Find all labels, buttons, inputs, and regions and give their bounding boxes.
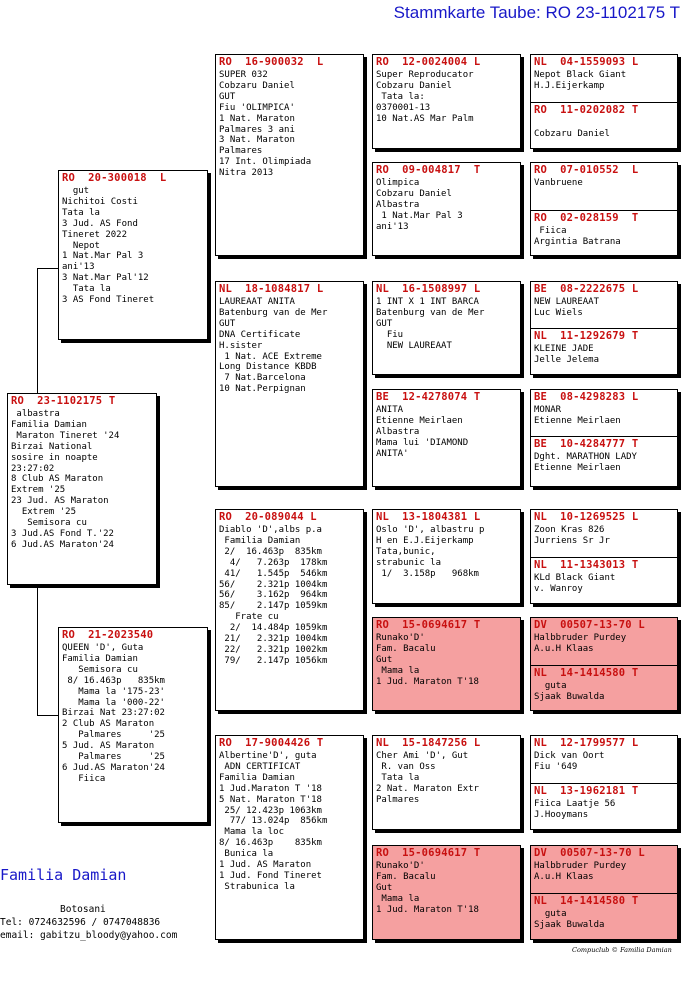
pigeon-details: MONAR Etienne Meirlaen	[534, 405, 621, 426]
loft-email: email: gabitzu_bloody@yahoo.com	[0, 930, 178, 941]
pigeon-details: Albertine'D', guta ADN CERTIFICAT Familia Damian 1 Jud.Maraton T '18 5 Nat. Maraton T'18 25/ 12.423p 1063km 77/ 13.024p 856km Mama la loc 8/ 16.463p 835km Bunica la 1 Jud. AS Maraton 1 Jud. Fond Tineret Strabunica la	[219, 751, 328, 892]
fm-father-card	[372, 281, 521, 375]
mf-mother-card	[372, 617, 521, 711]
ring-number: BE 12-4278074 T	[376, 391, 481, 403]
ring-number: NL 13-1804381 L	[376, 511, 481, 523]
pigeon-details: Halbbruder Purdey A.u.H Klaas	[534, 633, 627, 654]
pigeon-details: KLd Black Giant v. Wanroy	[534, 573, 616, 594]
ring-number: BE 10-4284777 T	[534, 438, 639, 450]
ring-number: BE 08-2222675 L	[534, 283, 639, 295]
gen4-pair-card	[530, 389, 678, 487]
ring-number: RO 17-9004426 T	[219, 737, 324, 749]
connector-line	[37, 585, 38, 715]
gen4-pair-card	[530, 162, 678, 256]
ring-number: RO 23-1102175 T	[11, 395, 116, 407]
pigeon-details: LAUREAAT ANITA Batenburg van de Mer GUT DNA Certificate H.sister 1 Nat. ACE Extreme Long Distance KBDB 7 Nat.Barcelona 10 Nat.Perpignan	[219, 297, 328, 395]
ring-number: RO 16-900032 L	[219, 56, 324, 68]
ring-number: DV 00507-13-70 L	[534, 847, 645, 859]
pigeon-details: QUEEN 'D', Guta Familia Damian Semisora cu 8/ 16.463p 835km Mama la '175-23' Mama la '000-22' Birzai Nat 23:27:02 2 Club AS Maraton Palmares '25 5 Jud. AS Maraton Palmares '25 6 Jud.AS Maraton'24 Fiica	[62, 643, 165, 784]
pigeon-details: Cher Ami 'D', Gut R. van Oss Tata la 2 Nat. Maraton Extr Palmares	[376, 751, 479, 805]
ring-number: NL 14-1414580 T	[534, 895, 639, 907]
gen4-pair-card	[530, 54, 678, 149]
ring-number: RO 21-2023540	[62, 629, 154, 641]
ring-number: NL 13-1962181 T	[534, 785, 639, 797]
pigeon-details: Nepot Black Giant H.J.Eijerkamp	[534, 70, 627, 91]
pigeon-details: 1 INT X 1 INT BARCA Batenburg van de Mer GUT Fiu NEW LAUREAAT	[376, 297, 485, 351]
ring-number: RO 20-089044 L	[219, 511, 317, 523]
software-credit: Compuclub © Familia Damian	[572, 946, 672, 954]
pigeon-details: guta Sjaak Buwalda	[534, 681, 605, 702]
ring-number: NL 11-1343013 T	[534, 559, 639, 571]
connector-line	[37, 268, 38, 394]
pigeon-details: SUPER 032 Cobzaru Daniel GUT Fiu 'OLIMPICA' 1 Nat. Maraton Palmares 3 ani 3 Nat. Maraton Palmares 17 Int. Olimpiada Nitra 2013	[219, 70, 312, 179]
pigeon-details: Runako'D' Fam. Bacalu Gut Mama la 1 Jud. Maraton T'18	[376, 861, 479, 915]
loft-phone: Tel: 0724632596 / 0747048836	[0, 917, 161, 928]
gen4-pair-card	[530, 735, 678, 830]
loft-city: Botosani	[60, 904, 106, 915]
pigeon-details: Oslo 'D', albastru p H en E.J.Eijerkamp Tata,bunic, strabunic la 1/ 3.158p 968km	[376, 525, 485, 579]
loft-name: Familia Damian	[0, 866, 127, 884]
ring-number: DV 00507-13-70 L	[534, 619, 645, 631]
connector-line	[37, 268, 59, 269]
pigeon-details: Fiica Argintia Batrana	[534, 226, 621, 247]
grandfather-paternal-card	[215, 54, 364, 256]
pigeon-details: Runako'D' Fam. Bacalu Gut Mama la 1 Jud. Maraton T'18	[376, 633, 479, 687]
ring-number: NL 11-1292679 T	[534, 330, 639, 342]
gen4-pair-card	[530, 617, 678, 711]
ring-number: RO 12-0024004 L	[376, 56, 481, 68]
page-title: Stammkarte Taube: RO 23-1102175 T	[393, 3, 680, 22]
connector-line	[37, 715, 59, 716]
pigeon-details: Super Reproducator Cobzaru Daniel Tata la: 0370001-13 10 Nat.AS Mar Palm	[376, 70, 474, 124]
pigeon-details: gut Nichitoi Costi Tata la 3 Jud. AS Fond Tineret 2022 Nepot 1 Nat.Mar Pal 3 ani'13 3 Nat.Mar Pal'12 Tata la 3 AS Fond Tineret	[62, 186, 155, 306]
subject-card	[7, 393, 157, 585]
ring-number: RO 07-010552 L	[534, 164, 639, 176]
father-card	[58, 170, 208, 340]
ring-number: NL 16-1508997 L	[376, 283, 481, 295]
ring-number: RO 15-0694617 T	[376, 619, 481, 631]
pigeon-details: NEW LAUREAAT Luc Wiels	[534, 297, 600, 318]
ring-number: NL 10-1269525 L	[534, 511, 639, 523]
gen4-pair-card	[530, 509, 678, 604]
grandmother-paternal-card	[215, 281, 364, 487]
mm-mother-card	[372, 845, 521, 940]
ring-number: BE 08-4298283 L	[534, 391, 639, 403]
pigeon-details: Cobzaru Daniel	[534, 128, 610, 139]
mf-father-card	[372, 509, 521, 604]
fm-mother-card	[372, 389, 521, 487]
ring-number: NL 14-1414580 T	[534, 667, 639, 679]
pigeon-details: ANITA Etienne Meirlaen Albastra Mama lui 'DIAMOND ANITA'	[376, 405, 469, 459]
mm-father-card	[372, 735, 521, 830]
ring-number: RO 20-300018 L	[62, 172, 167, 184]
gen4-pair-card	[530, 845, 678, 940]
ring-number: NL 12-1799577 L	[534, 737, 639, 749]
pigeon-details: Diablo 'D',albs p.a Familia Damian 2/ 16.463p 835km 4/ 7.263p 178km 41/ 1.545p 546km 56/ 2.321p 1004km 56/ 3.162p 964km 85/ 2.147p 1059km Frate cu 2/ 14.484p 1059km 21/ 2.321p 1004km 22/ 2.321p 1002km 79/ 2.147p 1056km	[219, 525, 328, 666]
ff-mother-card	[372, 162, 521, 256]
grandmother-maternal-card	[215, 735, 364, 940]
pigeon-details: Olimpica Cobzaru Daniel Albastra 1 Nat.Mar Pal 3 ani'13	[376, 178, 463, 232]
pigeon-details: Dght. MARATHON LADY Etienne Meirlaen	[534, 452, 637, 473]
pigeon-details: guta Sjaak Buwalda	[534, 909, 605, 930]
pigeon-details: Vanbruene	[534, 178, 583, 188]
ring-number: NL 18-1084817 L	[219, 283, 324, 295]
pigeon-details: Dick van Oort Fiu '649	[534, 751, 605, 772]
ring-number: RO 02-028159 T	[534, 212, 639, 224]
pigeon-details: albastra Familia Damian Maraton Tineret '24 Birzai National sosire in noapte 23:27:02 8 Club AS Maraton Extrem '25 23 Jud. AS Maraton Extrem '25 Semisora cu 3 Jud.AS Fond T.'22 6 Jud.AS Maraton'24	[11, 409, 120, 550]
ring-number: RO 09-004817 T	[376, 164, 481, 176]
ring-number: NL 04-1559093 L	[534, 56, 639, 68]
ring-number: RO 11-0202082 T	[534, 104, 639, 116]
pigeon-details: Halbbruder Purdey A.u.H Klaas	[534, 861, 627, 882]
pigeon-details: Zoon Kras 826 Jurriens Sr Jr	[534, 525, 610, 546]
ring-number: NL 15-1847256 L	[376, 737, 481, 749]
pigeon-details: Fiica Laatje 56 J.Hooymans	[534, 799, 616, 820]
ff-father-card	[372, 54, 521, 149]
ring-number: RO 15-0694617 T	[376, 847, 481, 859]
grandfather-maternal-card	[215, 509, 364, 711]
pigeon-details: KLEINE JADE Jelle Jelema	[534, 344, 600, 365]
mother-card	[58, 627, 208, 823]
gen4-pair-card	[530, 281, 678, 375]
